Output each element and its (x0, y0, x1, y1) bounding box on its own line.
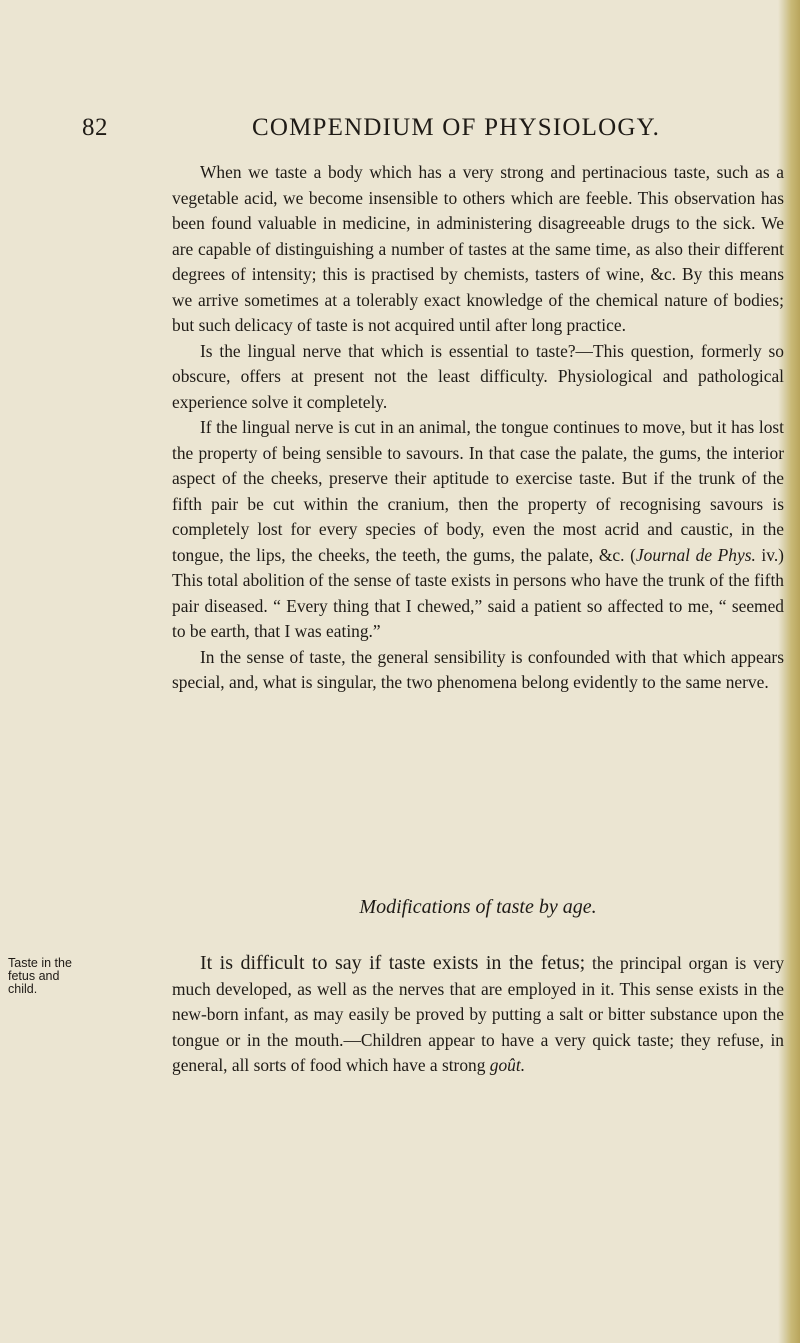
section-text (172, 951, 784, 1079)
paragraph-3-text-end: iv.) This total abolition of the sense of taste exists in persons who have the trunk of the fifth pair diseased. “ Every thing that I chewed,” said a patient so affected to me, “ seemed to be earth, that I was eating.” (172, 544, 784, 641)
paragraph-1: When we taste a body which has a very strong and pertinacious taste, such as a vegetable acid, we become insensible to others which are feeble. This observation has been found valuable in medicine, in administering disagreeable drugs to the sick. We are capable of distinguishing a number of tastes at the same time, as also their different degrees of intensity; this is practised by chemists, tasters of wine, &c. By this means we arrive sometimes at a tolerably exact knowledge of the chemical nature of bodies; but such delicacy of taste is not acquired until after long practice. (172, 162, 784, 335)
side-note: Taste in the fetus and child. (8, 956, 72, 996)
body-text (172, 160, 784, 696)
paragraph-4: In the sense of taste, the general sensibility is confounded with that which appears special, and, what is singular, the two phenomena belong evidently to the same nerve. (172, 646, 784, 692)
last-word: goût. (489, 1055, 526, 1075)
running-head: COMPENDIUM OF PHYSIOLOGY. (252, 114, 661, 141)
page-header (82, 114, 702, 148)
section-paragraph (172, 951, 784, 1079)
section-paragraph-text: the principal organ is very much developed, as well as the nerves that are employed in it. This sense exists in the new-born infant, as may easily be proved by putting a salt or bitter substance upon the tongue or in the mouth.—Children appear to have a very quick taste; they refuse, in general, all sorts of food which have a strong (172, 953, 785, 1075)
page-number: 82 (82, 114, 108, 141)
section-lead: It is difficult to say if taste exists in the fetus; (200, 952, 586, 974)
section-heading: Modifications of taste by age. (359, 896, 597, 918)
citation: Journal de Phys. (635, 544, 756, 565)
paragraph-3-text: If the lingual nerve is cut in an animal, the tongue continues to move, but it has lost the property of being sensible to savours. In that case the palate, the gums, the interior aspect of the cheeks, preserve their aptitude to exercise taste. But if the trunk of the fifth pair be cut within the cranium, then the property of recognising savours is completely lost for every species of body, even the most acrid and caustic, in the tongue, the lips, the cheeks, the teeth, the gums, the palate, &c. ( (172, 417, 784, 565)
paragraph-2: Is the lingual nerve that which is essential to taste?—This question, formerly so obscure, offers at present not the least difficulty. Physiological and pathological experience solve it completely. (172, 340, 784, 412)
paragraph-3 (172, 415, 784, 645)
